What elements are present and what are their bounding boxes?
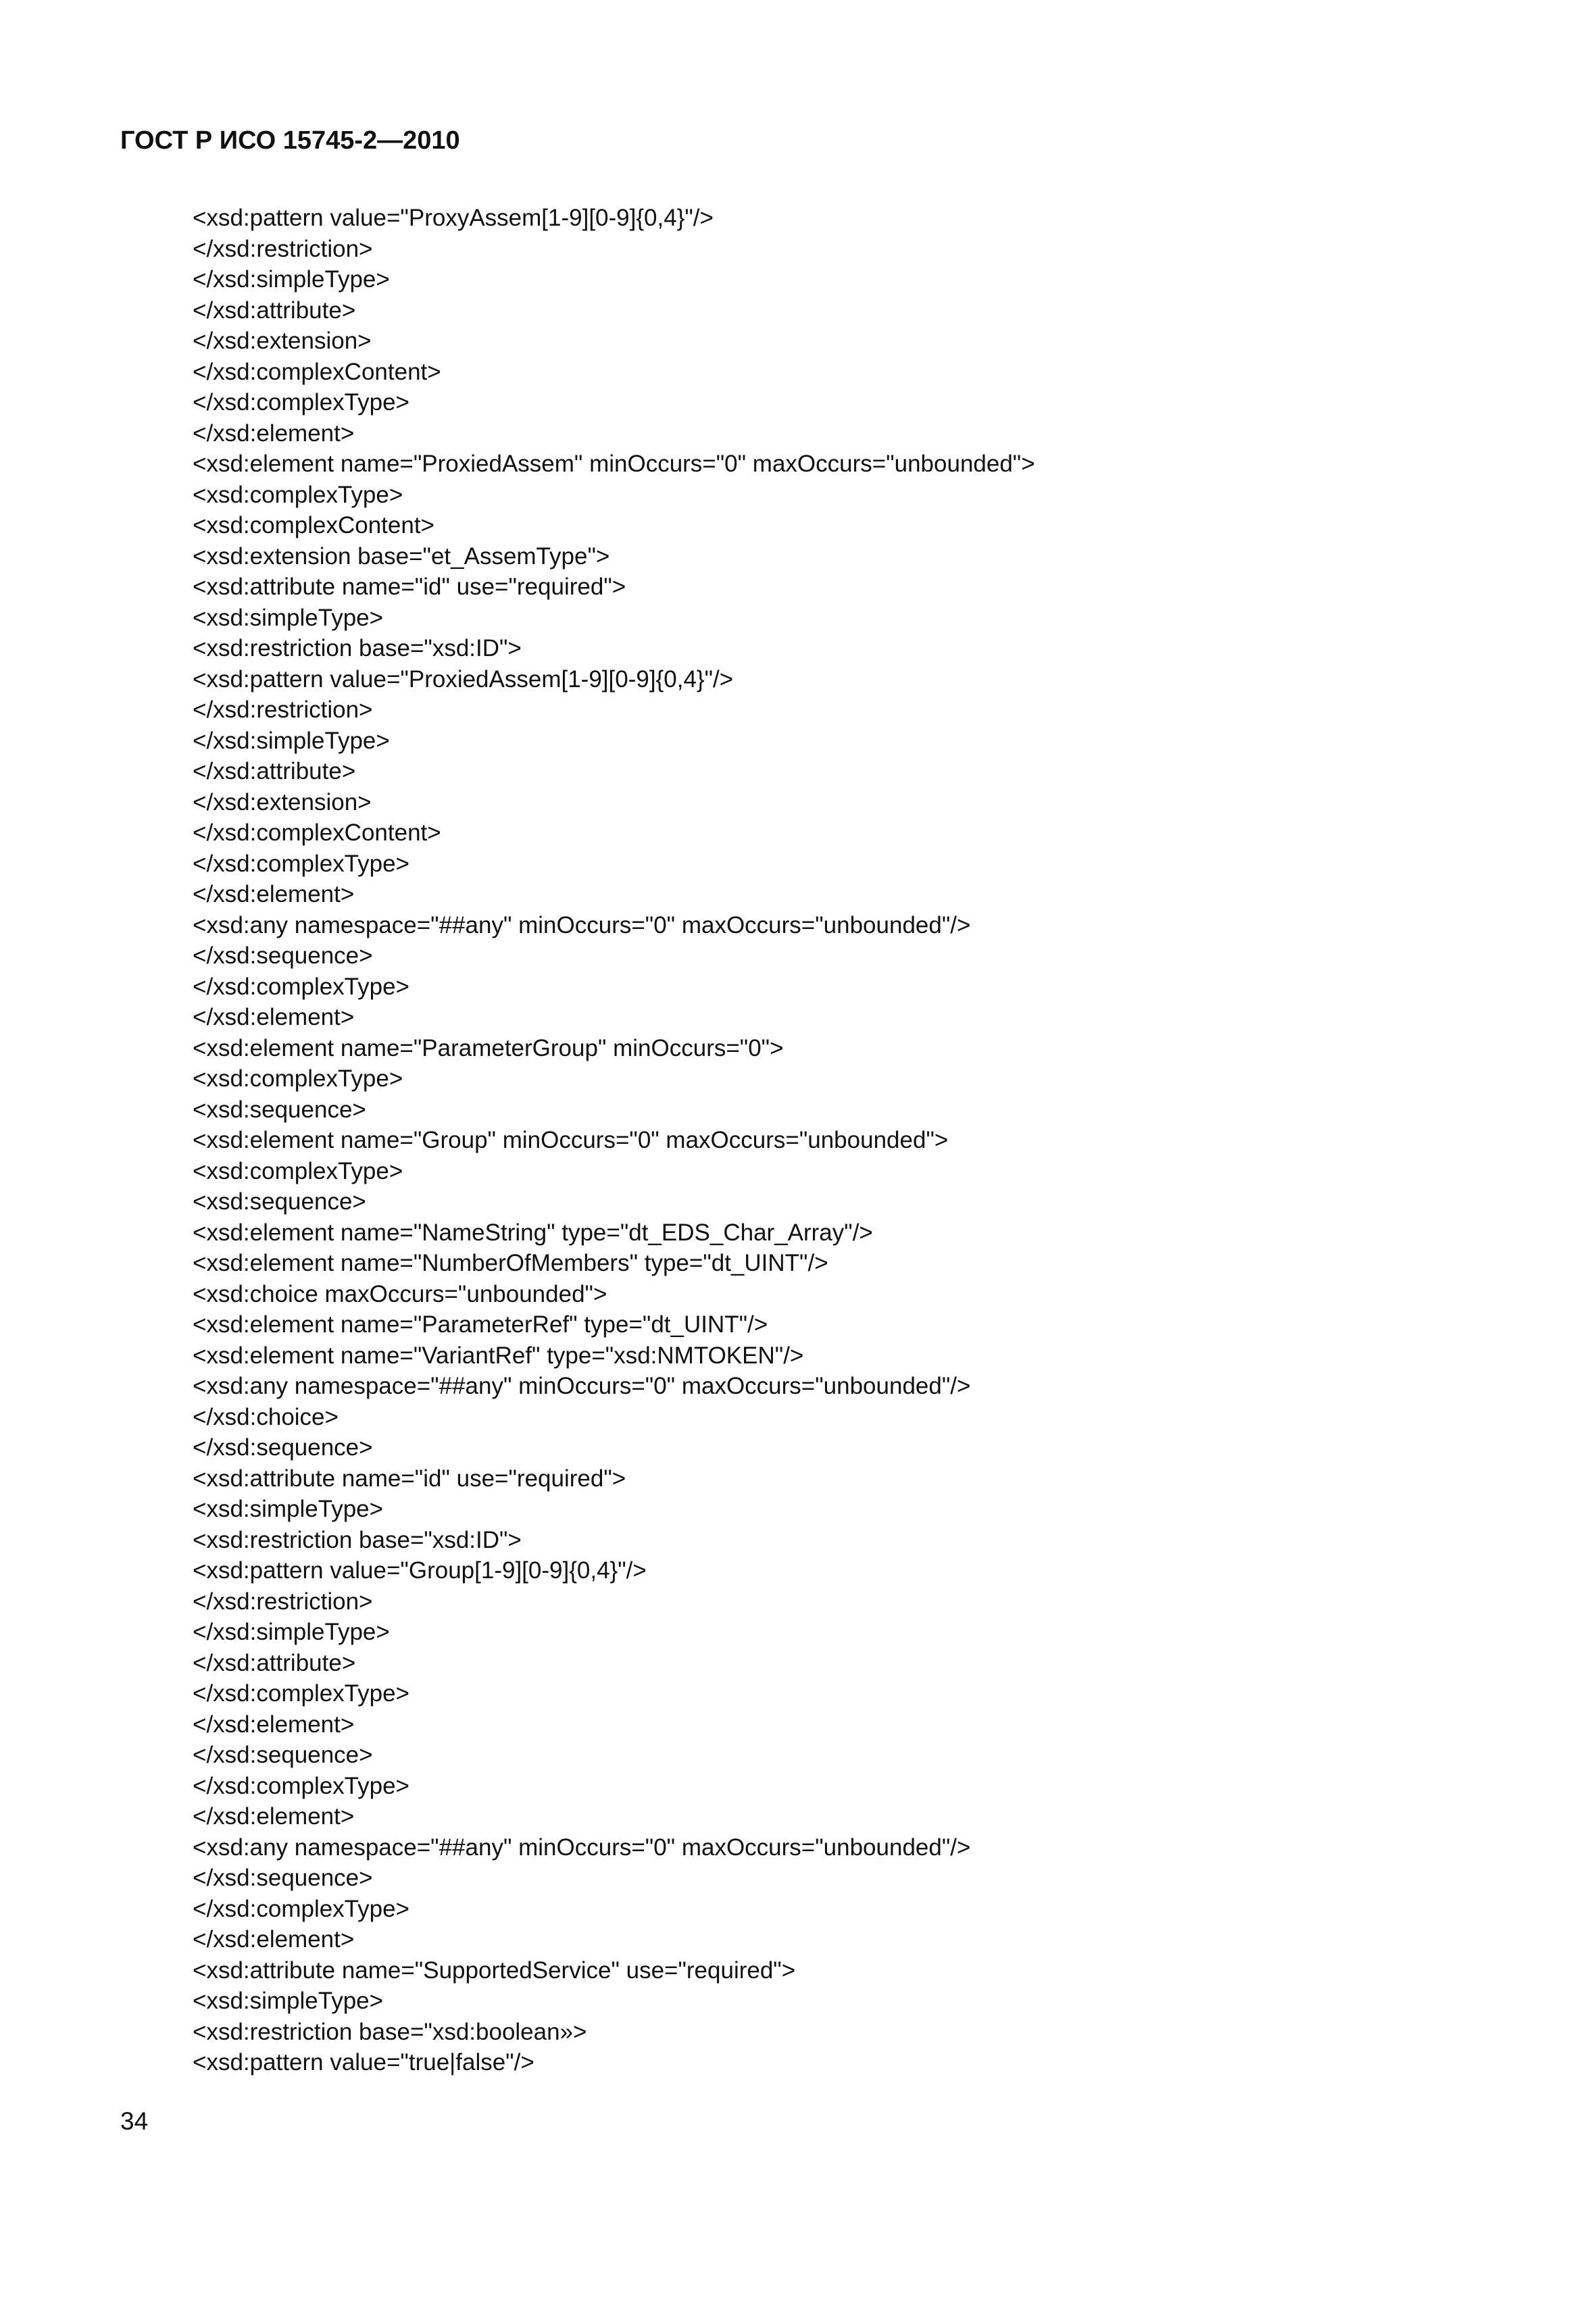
code-line: </xsd:complexType> (193, 1772, 409, 1799)
code-line: </xsd:sequence> (193, 1865, 373, 1891)
code-line: <xsd:pattern value="true|false"/> (193, 2049, 534, 2076)
code-line: </xsd:attribute> (193, 758, 356, 784)
code-line: </xsd:extension> (193, 328, 372, 354)
code-line: <xsd:complexType> (193, 481, 403, 508)
code-line: </xsd:simpleType> (193, 266, 390, 293)
code-line: </xsd:complexContent> (193, 358, 441, 385)
code-line: <xsd:attribute name="SupportedService" use="required"> (193, 1957, 796, 1984)
code-line: <xsd:sequence> (193, 1188, 366, 1215)
xsd-code-block (193, 203, 1035, 2078)
code-line: <xsd:attribute name="id" use="required"> (193, 574, 626, 600)
code-line: </xsd:attribute> (193, 1649, 356, 1676)
code-line: <xsd:sequence> (193, 1096, 366, 1123)
code-line: </xsd:complexType> (193, 1680, 409, 1707)
code-line: </xsd:attribute> (193, 297, 356, 324)
code-line: </xsd:sequence> (193, 1742, 373, 1768)
code-line: <xsd:attribute name="id" use="required"> (193, 1465, 626, 1492)
code-line: </xsd:complexType> (193, 1895, 409, 1922)
code-line: </xsd:restriction> (193, 1588, 373, 1615)
code-line: </xsd:element> (193, 1711, 355, 1738)
code-line: <xsd:pattern value="Group[1-9][0-9]{0,4}"/> (193, 1557, 647, 1584)
code-line: <xsd:extension base="et_AssemType"> (193, 543, 610, 570)
code-line: </xsd:element> (193, 1926, 355, 1953)
code-line: <xsd:element name="ParameterRef" type="dt_UINT"/> (193, 1311, 768, 1338)
code-line: <xsd:restriction base="xsd:ID"> (193, 635, 522, 661)
document-header: ГОСТ Р ИСО 15745-2—2010 (120, 126, 460, 155)
code-line: <xsd:simpleType> (193, 604, 384, 631)
code-line: </xsd:extension> (193, 788, 372, 815)
code-line: </xsd:simpleType> (193, 1619, 390, 1645)
code-line: </xsd:sequence> (193, 1434, 373, 1461)
code-line: <xsd:element name="Group" minOccurs="0" maxOccurs="unbounded"> (193, 1127, 949, 1153)
code-line: </xsd:sequence> (193, 942, 373, 969)
code-line: </xsd:element> (193, 881, 355, 907)
code-line: <xsd:restriction base="xsd:boolean»> (193, 2018, 587, 2045)
page-number: 34 (120, 2107, 149, 2135)
code-line: </xsd:complexType> (193, 973, 409, 1000)
code-line: <xsd:pattern value="ProxiedAssem[1-9][0-9]{0,4}"/> (193, 665, 734, 693)
code-line: <xsd:element name="NumberOfMembers" type="dt_UINT"/> (193, 1250, 828, 1276)
code-line: </xsd:element> (193, 1004, 355, 1030)
code-line: <xsd:simpleType> (193, 1496, 384, 1522)
code-line: </xsd:choice> (193, 1403, 339, 1430)
code-line: <xsd:complexContent> (193, 512, 434, 538)
code-line: <xsd:element name="VariantRef" type="xsd:NMTOKEN"/> (193, 1342, 804, 1369)
code-line: </xsd:restriction> (193, 235, 373, 262)
code-line: </xsd:restriction> (193, 697, 373, 723)
code-line: <xsd:any namespace="##any" minOccurs="0" maxOccurs="unbounded"/> (193, 1373, 971, 1399)
code-line: <xsd:element name="ProxiedAssem" minOccurs="0" maxOccurs="unbounded"> (193, 451, 1035, 477)
code-line: </xsd:simpleType> (193, 727, 390, 754)
code-line: </xsd:complexContent> (193, 820, 441, 846)
code-line: </xsd:element> (193, 1803, 355, 1830)
code-line: <xsd:choice maxOccurs="unbounded"> (193, 1280, 607, 1307)
code-line: <xsd:element name="ParameterGroup" minOccurs="0"> (193, 1034, 784, 1061)
code-line: <xsd:complexType> (193, 1065, 403, 1092)
code-line: <xsd:any namespace="##any" minOccurs="0" maxOccurs="unbounded"/> (193, 1834, 971, 1861)
code-line: <xsd:simpleType> (193, 1988, 384, 2014)
code-line: <xsd:element name="NameString" type="dt_EDS_Char_Array"/> (193, 1219, 873, 1246)
code-line: <xsd:pattern value="ProxyAssem[1-9][0-9]{0,4}"/> (193, 205, 714, 231)
code-line: </xsd:complexType> (193, 850, 409, 877)
code-line: <xsd:complexType> (193, 1157, 403, 1184)
code-line: </xsd:element> (193, 420, 355, 447)
code-line: <xsd:any namespace="##any" minOccurs="0" maxOccurs="unbounded"/> (193, 911, 971, 938)
code-line: <xsd:restriction base="xsd:ID"> (193, 1526, 522, 1553)
code-line: </xsd:complexType> (193, 389, 409, 416)
